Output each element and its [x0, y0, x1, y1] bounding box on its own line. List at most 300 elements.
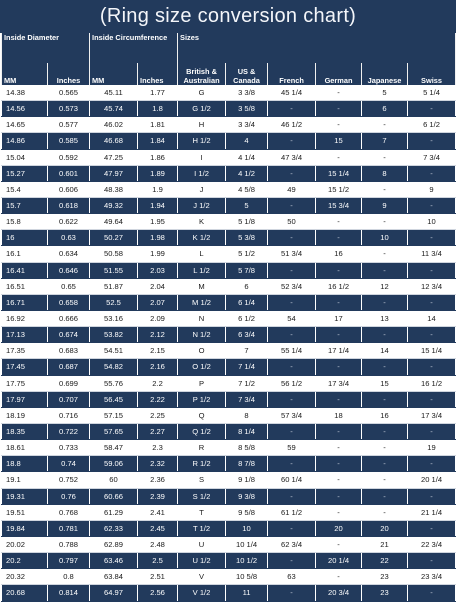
cell-us-canada: 7 1/4: [226, 359, 268, 375]
cell-us-canada: 3 3/8: [226, 85, 268, 101]
cell-mm: 20.32: [2, 569, 48, 585]
cell-french: 56 1/2: [268, 375, 316, 391]
cell-swiss: -: [408, 520, 456, 536]
cell-circ-inches: 2.5: [138, 553, 178, 569]
table-row: [2, 536, 456, 552]
cell-mm: 16.71: [2, 294, 48, 310]
cell-swiss: -: [408, 133, 456, 149]
header-mm: MM: [2, 63, 48, 85]
cell-circ-inches: 2.03: [138, 262, 178, 278]
cell-mm: 19.1: [2, 472, 48, 488]
cell-british: R: [178, 440, 226, 456]
cell-circ-mm: 57.65: [90, 423, 138, 439]
cell-swiss: -: [408, 197, 456, 213]
table-row: [2, 327, 456, 343]
cell-circ-inches: 2.32: [138, 456, 178, 472]
cell-british: L: [178, 246, 226, 262]
cell-us-canada: 8 7/8: [226, 456, 268, 472]
cell-japanese: -: [362, 149, 408, 165]
cell-japanese: 20: [362, 520, 408, 536]
cell-japanese: -: [362, 181, 408, 197]
cell-british: J 1/2: [178, 197, 226, 213]
table-row: [2, 101, 456, 117]
cell-mm: 17.75: [2, 375, 48, 391]
cell-inches: 0.618: [48, 197, 90, 213]
cell-british: V 1/2: [178, 585, 226, 601]
cell-german: 20: [316, 520, 362, 536]
cell-french: 52 3/4: [268, 278, 316, 294]
cell-french: -: [268, 553, 316, 569]
cell-circ-mm: 60: [90, 472, 138, 488]
cell-circ-mm: 51.87: [90, 278, 138, 294]
cell-french: 45 1/4: [268, 85, 316, 101]
cell-inches: 0.76: [48, 488, 90, 504]
cell-circ-inches: 2.07: [138, 294, 178, 310]
table-row: [2, 569, 456, 585]
cell-mm: 17.97: [2, 391, 48, 407]
cell-british: U 1/2: [178, 553, 226, 569]
cell-british: Q: [178, 407, 226, 423]
cell-french: 62 3/4: [268, 536, 316, 552]
cell-japanese: 21: [362, 536, 408, 552]
cell-french: 57 3/4: [268, 407, 316, 423]
cell-inches: 0.601: [48, 165, 90, 181]
cell-japanese: -: [362, 440, 408, 456]
cell-inches: 0.814: [48, 585, 90, 601]
cell-swiss: 5 1/4: [408, 85, 456, 101]
table-row: [2, 262, 456, 278]
header-japanese: Japanese: [362, 63, 408, 85]
table-row: [2, 294, 456, 310]
cell-inches: 0.788: [48, 536, 90, 552]
header-inches: Inches: [48, 63, 90, 85]
cell-circ-mm: 49.32: [90, 197, 138, 213]
cell-french: -: [268, 488, 316, 504]
cell-circ-inches: 2.04: [138, 278, 178, 294]
cell-mm: 16.51: [2, 278, 48, 294]
cell-german: -: [316, 327, 362, 343]
cell-japanese: -: [362, 488, 408, 504]
cell-swiss: 12 3/4: [408, 278, 456, 294]
table-row: [2, 391, 456, 407]
cell-japanese: -: [362, 391, 408, 407]
cell-inches: 0.658: [48, 294, 90, 310]
cell-swiss: -: [408, 165, 456, 181]
cell-mm: 14.65: [2, 117, 48, 133]
cell-mm: 17.45: [2, 359, 48, 375]
cell-us-canada: 8: [226, 407, 268, 423]
cell-british: V: [178, 569, 226, 585]
cell-us-canada: 10: [226, 520, 268, 536]
cell-french: 54: [268, 310, 316, 326]
cell-swiss: 14: [408, 310, 456, 326]
cell-circ-mm: 45.11: [90, 85, 138, 101]
cell-british: Q 1/2: [178, 423, 226, 439]
cell-inches: 0.674: [48, 327, 90, 343]
cell-inches: 0.781: [48, 520, 90, 536]
header-sizes: Sizes: [178, 33, 456, 63]
cell-german: 17: [316, 310, 362, 326]
cell-mm: 16.41: [2, 262, 48, 278]
table-row: [2, 488, 456, 504]
cell-us-canada: 5 1/8: [226, 214, 268, 230]
cell-inches: 0.8: [48, 569, 90, 585]
cell-circ-mm: 61.29: [90, 504, 138, 520]
cell-us-canada: 9 1/8: [226, 472, 268, 488]
cell-inches: 0.683: [48, 343, 90, 359]
cell-german: 20 3/4: [316, 585, 362, 601]
cell-french: -: [268, 327, 316, 343]
cell-japanese: 13: [362, 310, 408, 326]
table-row: [2, 553, 456, 569]
cell-us-canada: 10 1/4: [226, 536, 268, 552]
cell-us-canada: 5 1/2: [226, 246, 268, 262]
cell-swiss: -: [408, 359, 456, 375]
cell-inches: 0.634: [48, 246, 90, 262]
cell-french: -: [268, 133, 316, 149]
cell-us-canada: 4: [226, 133, 268, 149]
cell-german: -: [316, 294, 362, 310]
cell-french: -: [268, 456, 316, 472]
cell-swiss: 16 1/2: [408, 375, 456, 391]
cell-mm: 18.61: [2, 440, 48, 456]
cell-british: L 1/2: [178, 262, 226, 278]
cell-british: O: [178, 343, 226, 359]
cell-mm: 18.19: [2, 407, 48, 423]
cell-circ-inches: 1.98: [138, 230, 178, 246]
cell-mm: 15.04: [2, 149, 48, 165]
cell-swiss: 21 1/4: [408, 504, 456, 520]
cell-circ-inches: 2.25: [138, 407, 178, 423]
cell-french: -: [268, 165, 316, 181]
cell-british: T 1/2: [178, 520, 226, 536]
cell-german: -: [316, 423, 362, 439]
chart-title: (Ring size conversion chart): [0, 0, 456, 33]
cell-british: O 1/2: [178, 359, 226, 375]
cell-french: -: [268, 230, 316, 246]
cell-mm: 20.2: [2, 553, 48, 569]
cell-french: -: [268, 391, 316, 407]
cell-british: S 1/2: [178, 488, 226, 504]
cell-inches: 0.687: [48, 359, 90, 375]
cell-us-canada: 11: [226, 585, 268, 601]
cell-german: -: [316, 391, 362, 407]
cell-british: P 1/2: [178, 391, 226, 407]
table-row: [2, 456, 456, 472]
cell-inches: 0.565: [48, 85, 90, 101]
cell-inches: 0.622: [48, 214, 90, 230]
cell-circ-inches: 2.51: [138, 569, 178, 585]
cell-circ-inches: 2.3: [138, 440, 178, 456]
cell-mm: 15.4: [2, 181, 48, 197]
cell-swiss: -: [408, 488, 456, 504]
cell-circ-inches: 2.15: [138, 343, 178, 359]
cell-german: 15: [316, 133, 362, 149]
cell-mm: 20.68: [2, 585, 48, 601]
cell-french: 51 3/4: [268, 246, 316, 262]
cell-japanese: 10: [362, 230, 408, 246]
cell-german: -: [316, 101, 362, 117]
cell-circ-inches: 1.89: [138, 165, 178, 181]
cell-mm: 15.7: [2, 197, 48, 213]
cell-inches: 0.577: [48, 117, 90, 133]
cell-swiss: 23 3/4: [408, 569, 456, 585]
cell-swiss: -: [408, 262, 456, 278]
cell-mm: 18.35: [2, 423, 48, 439]
cell-japanese: 7: [362, 133, 408, 149]
cell-swiss: -: [408, 391, 456, 407]
cell-british: H 1/2: [178, 133, 226, 149]
table-body: [2, 85, 456, 601]
cell-circ-mm: 49.64: [90, 214, 138, 230]
cell-french: -: [268, 423, 316, 439]
cell-japanese: -: [362, 472, 408, 488]
cell-british: G: [178, 85, 226, 101]
cell-british: T: [178, 504, 226, 520]
cell-british: H: [178, 117, 226, 133]
table-row: [2, 343, 456, 359]
cell-swiss: 19: [408, 440, 456, 456]
cell-swiss: 11 3/4: [408, 246, 456, 262]
cell-german: 16 1/2: [316, 278, 362, 294]
cell-circ-mm: 62.33: [90, 520, 138, 536]
table-row: [2, 278, 456, 294]
header-german: German: [316, 63, 362, 85]
cell-japanese: -: [362, 117, 408, 133]
cell-japanese: -: [362, 246, 408, 262]
cell-japanese: -: [362, 456, 408, 472]
cell-german: 20 1/4: [316, 553, 362, 569]
cell-german: 15 1/2: [316, 181, 362, 197]
cell-japanese: -: [362, 327, 408, 343]
cell-us-canada: 6 1/2: [226, 310, 268, 326]
cell-circ-mm: 45.74: [90, 101, 138, 117]
cell-circ-inches: 2.22: [138, 391, 178, 407]
cell-swiss: -: [408, 294, 456, 310]
cell-french: -: [268, 359, 316, 375]
cell-japanese: 15: [362, 375, 408, 391]
cell-french: 46 1/2: [268, 117, 316, 133]
cell-french: -: [268, 585, 316, 601]
cell-british: I 1/2: [178, 165, 226, 181]
cell-us-canada: 9 3/8: [226, 488, 268, 504]
cell-us-canada: 7 3/4: [226, 391, 268, 407]
table-row: [2, 246, 456, 262]
cell-german: -: [316, 262, 362, 278]
cell-inches: 0.74: [48, 456, 90, 472]
header-row-sub: [2, 63, 456, 85]
cell-swiss: 9: [408, 181, 456, 197]
cell-circ-mm: 46.68: [90, 133, 138, 149]
cell-inches: 0.768: [48, 504, 90, 520]
cell-us-canada: 4 1/4: [226, 149, 268, 165]
cell-us-canada: 6 1/4: [226, 294, 268, 310]
table-row: [2, 359, 456, 375]
cell-inches: 0.797: [48, 553, 90, 569]
table-row: [2, 133, 456, 149]
cell-circ-mm: 57.15: [90, 407, 138, 423]
cell-french: -: [268, 520, 316, 536]
cell-swiss: 15 1/4: [408, 343, 456, 359]
cell-inches: 0.646: [48, 262, 90, 278]
header-inches-circumference: Inches: [138, 63, 178, 85]
cell-circ-inches: 2.27: [138, 423, 178, 439]
cell-us-canada: 5: [226, 197, 268, 213]
cell-us-canada: 10 1/2: [226, 553, 268, 569]
table-row: [2, 197, 456, 213]
header-inside-diameter: Inside Diameter: [2, 33, 90, 63]
cell-us-canada: 5 3/8: [226, 230, 268, 246]
cell-german: -: [316, 488, 362, 504]
cell-circ-mm: 48.38: [90, 181, 138, 197]
cell-mm: 15.8: [2, 214, 48, 230]
cell-circ-inches: 1.86: [138, 149, 178, 165]
table-row: [2, 407, 456, 423]
cell-inches: 0.707: [48, 391, 90, 407]
cell-mm: 14.86: [2, 133, 48, 149]
table-row: [2, 85, 456, 101]
cell-circ-inches: 2.36: [138, 472, 178, 488]
table-row: [2, 440, 456, 456]
cell-german: -: [316, 440, 362, 456]
cell-french: 55 1/4: [268, 343, 316, 359]
cell-japanese: -: [362, 423, 408, 439]
cell-inches: 0.716: [48, 407, 90, 423]
cell-german: 17 1/4: [316, 343, 362, 359]
cell-french: -: [268, 262, 316, 278]
cell-inches: 0.63: [48, 230, 90, 246]
cell-mm: 15.27: [2, 165, 48, 181]
cell-british: S: [178, 472, 226, 488]
cell-japanese: -: [362, 262, 408, 278]
cell-french: 47 3/4: [268, 149, 316, 165]
cell-circ-inches: 2.2: [138, 375, 178, 391]
cell-swiss: 20 1/4: [408, 472, 456, 488]
cell-swiss: -: [408, 327, 456, 343]
cell-german: -: [316, 149, 362, 165]
cell-circ-inches: 2.16: [138, 359, 178, 375]
table-row: [2, 181, 456, 197]
table-row: [2, 520, 456, 536]
cell-japanese: 23: [362, 569, 408, 585]
cell-inches: 0.666: [48, 310, 90, 326]
cell-british: I: [178, 149, 226, 165]
cell-german: -: [316, 569, 362, 585]
cell-circ-mm: 51.55: [90, 262, 138, 278]
cell-french: -: [268, 101, 316, 117]
cell-german: -: [316, 536, 362, 552]
cell-circ-mm: 56.45: [90, 391, 138, 407]
table-row: [2, 214, 456, 230]
cell-us-canada: 5 7/8: [226, 262, 268, 278]
cell-german: -: [316, 504, 362, 520]
cell-british: R 1/2: [178, 456, 226, 472]
cell-japanese: -: [362, 214, 408, 230]
cell-circ-inches: 1.99: [138, 246, 178, 262]
cell-circ-mm: 47.25: [90, 149, 138, 165]
cell-german: 17 3/4: [316, 375, 362, 391]
header-british-australian: British & Australian: [178, 63, 226, 85]
cell-mm: 16: [2, 230, 48, 246]
header-us-canada: US & Canada: [226, 63, 268, 85]
cell-german: -: [316, 85, 362, 101]
table-row: [2, 230, 456, 246]
cell-german: -: [316, 472, 362, 488]
cell-circ-mm: 63.46: [90, 553, 138, 569]
cell-german: 15 3/4: [316, 197, 362, 213]
cell-japanese: 14: [362, 343, 408, 359]
cell-inches: 0.699: [48, 375, 90, 391]
cell-circ-mm: 52.5: [90, 294, 138, 310]
cell-circ-mm: 47.97: [90, 165, 138, 181]
cell-circ-mm: 50.58: [90, 246, 138, 262]
cell-german: -: [316, 359, 362, 375]
cell-circ-inches: 1.95: [138, 214, 178, 230]
cell-japanese: 12: [362, 278, 408, 294]
conversion-table: [1, 33, 456, 602]
cell-circ-mm: 59.06: [90, 456, 138, 472]
cell-circ-inches: 2.12: [138, 327, 178, 343]
cell-japanese: -: [362, 294, 408, 310]
cell-mm: 17.35: [2, 343, 48, 359]
cell-circ-inches: 1.9: [138, 181, 178, 197]
cell-british: G 1/2: [178, 101, 226, 117]
cell-mm: 14.38: [2, 85, 48, 101]
cell-french: 49: [268, 181, 316, 197]
cell-swiss: 7 3/4: [408, 149, 456, 165]
cell-japanese: -: [362, 504, 408, 520]
cell-swiss: -: [408, 101, 456, 117]
cell-japanese: 8: [362, 165, 408, 181]
cell-us-canada: 3 3/4: [226, 117, 268, 133]
cell-french: -: [268, 197, 316, 213]
cell-us-canada: 7: [226, 343, 268, 359]
cell-japanese: 6: [362, 101, 408, 117]
cell-circ-inches: 2.39: [138, 488, 178, 504]
header-french: French: [268, 63, 316, 85]
cell-british: K: [178, 214, 226, 230]
cell-circ-inches: 1.84: [138, 133, 178, 149]
cell-german: -: [316, 117, 362, 133]
cell-circ-inches: 1.81: [138, 117, 178, 133]
cell-us-canada: 8 5/8: [226, 440, 268, 456]
cell-us-canada: 6 3/4: [226, 327, 268, 343]
table-row: [2, 165, 456, 181]
cell-mm: 20.02: [2, 536, 48, 552]
table-row: [2, 472, 456, 488]
cell-inches: 0.592: [48, 149, 90, 165]
cell-circ-mm: 46.02: [90, 117, 138, 133]
cell-mm: 17.13: [2, 327, 48, 343]
cell-swiss: 6 1/2: [408, 117, 456, 133]
table-row: [2, 504, 456, 520]
cell-circ-mm: 54.82: [90, 359, 138, 375]
cell-circ-mm: 53.82: [90, 327, 138, 343]
header-row-top: [2, 33, 456, 63]
header-mm-circumference: MM: [90, 63, 138, 85]
cell-us-canada: 6: [226, 278, 268, 294]
cell-circ-mm: 63.84: [90, 569, 138, 585]
cell-german: 16: [316, 246, 362, 262]
cell-mm: 18.8: [2, 456, 48, 472]
cell-german: 15 1/4: [316, 165, 362, 181]
table-row: [2, 585, 456, 601]
cell-swiss: -: [408, 456, 456, 472]
table-row: [2, 149, 456, 165]
cell-german: -: [316, 230, 362, 246]
cell-french: 61 1/2: [268, 504, 316, 520]
cell-swiss: -: [408, 230, 456, 246]
